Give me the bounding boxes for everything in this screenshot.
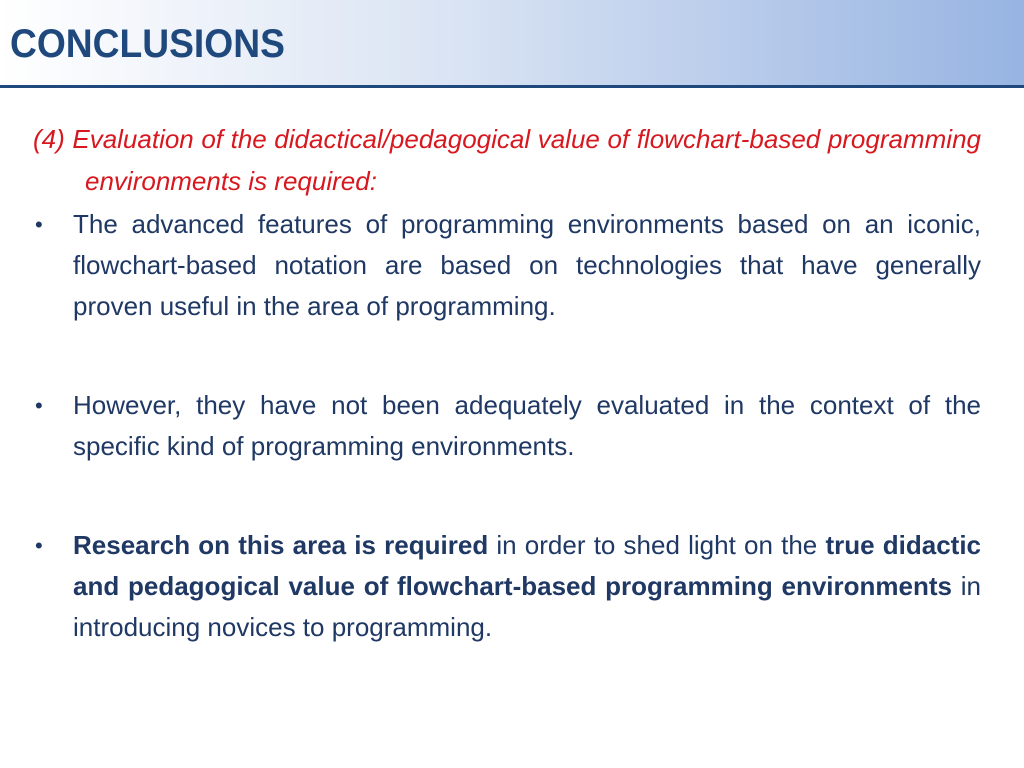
bullet-item-3 xyxy=(33,525,981,648)
bullet-text: The advanced features of programming environments based on an iconic, flowchart-based notation are based on technologies that have generally proven useful in the area of programming. xyxy=(73,209,981,321)
title-bar xyxy=(0,0,1024,88)
bullet-marker: • xyxy=(35,212,43,237)
bullet-text: However, they have not been adequately evaluated in the context of the specific kind of programming environments. xyxy=(73,390,981,461)
bullet-text: in introducing novices to programming. xyxy=(73,571,981,642)
slide-title: CONCLUSIONS xyxy=(10,22,285,66)
bullet-text: in order to shed light on the xyxy=(488,530,826,560)
bullet-marker: • xyxy=(35,393,43,418)
bullet-item-1 xyxy=(33,204,981,327)
bullet-list xyxy=(33,204,981,648)
emphasis-text: Research on this area is required xyxy=(73,530,489,560)
slide-content xyxy=(33,118,981,648)
emphasis-text: true didactic and pedagogical value of flowchart-based programming environments xyxy=(73,530,982,601)
bullet-item-2 xyxy=(33,385,981,467)
bullet-marker: • xyxy=(35,533,43,558)
section-heading: (4) Evaluation of the didactical/pedagogical value of flowchart-based programming environments is required: xyxy=(33,124,981,196)
